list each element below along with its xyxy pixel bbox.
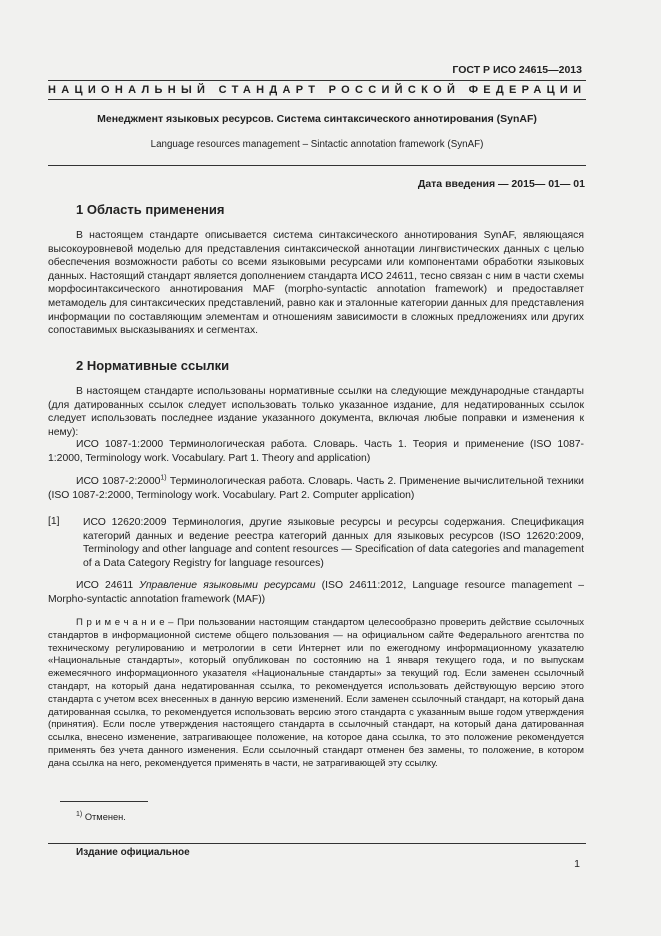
footnote-marker: 1): [160, 474, 167, 482]
note-label: П р и м е ч а н и е –: [76, 617, 174, 628]
section-2-intro: В настоящем стандарте использованы нормативные ссылки на следующие международные стандарты (для датированных ссылок следует использовать только указанное издание, для недатированных ссылок следует использовать последнее издание указанного документа, включая любые поправки и изменения к нему):: [48, 386, 584, 438]
footnote-text: Отменен.: [82, 812, 126, 822]
reference-iso-1087-1: ИСО 1087-1:2000 Терминологическая работа. Словарь. Часть 1. Теория и применение (ISO 1087-1:2000, Terminology work. Vocabulary. Part 1. Theory and application): [48, 439, 584, 464]
reference-iso-24611-text: (ISO 24611:2012, Language resource management – Morpho-syntactic annotation framework (MAF)): [48, 580, 584, 605]
banner-rule: [48, 99, 586, 100]
top-rule: [48, 80, 586, 81]
reference-iso-24611-title: Управление языковыми ресурсами: [139, 580, 316, 591]
reference-iso-1087-2-text: Терминологическая работа. Словарь. Часть 2. Применение вычислительной техники (ISO 1087-2:2000, Terminology work. Vocabulary. Part 2. Computer application): [48, 476, 584, 501]
note-text: При пользовании настоящим стандартом целесообразно проверить действие ссылочных стандартов в информационной системе общего пользования — на официальном сайте Федерального агентства по техническому регулированию и метрологии в сети Интернет или по ежегодному информационному указателю «Национальные стандарты», который опубликован по состоянию на 1 января текущего года, и по выпускам ежемесячного информационного указателя «Национальные стандарты» за текущий год. Если заменен ссылочный стандарт, на который дана недатированная ссылка, то рекомендуется использовать действующую версию этого стандарта с учетом всех внесенных в данную версию изменений. Если заменен ссылочный стандарт, на который дана датированная ссылка, то рекомендуется использовать версию этого стандарта с указанным выше годом утверждения (принятия). Если после утверждения настоящего стандарта в ссылочный стандарт, на который дана датированная ссылка, внесено изменение, затрагивающее положение, на которое дана ссылка, то это положение рекомендуется применять без учета данного изменения. Если ссылочный стандарт отменен без замены, то положение, в котором дана ссылка на него, рекомендуется применять в части, не затрагивающей эту ссылку.: [48, 617, 585, 769]
section-1-text: В настоящем стандарте описывается система синтаксического аннотирования SynAF, являющаяся высокоуровневой моделью для представления синтаксической аннотации лингвистических данных с целью обеспечения возможности работы со всеми языковыми ресурсами или компонентами обработки языковых данных. Настоящий стандарт является дополнением стандарта ИСО 24611, тесно связан с ним в части схемы морфосинтаксического аннотирования MAF (morpho-syntactic annotation framework) и предоставляет метамодель для синтаксических представлений, равно как и эталонные категории данных для представления информации по составляющим элементам и отношениям зависимости в сложных предложениях или других сопоставимых высказываниях и сегментах.: [48, 230, 584, 337]
note-paragraph: [48, 617, 584, 771]
title-rule: [48, 165, 586, 166]
introduction-date: Дата введения — 2015— 01— 01: [417, 178, 585, 190]
title-english: Language resources management – Sintactic annotation framework (SynAF): [150, 139, 484, 150]
standard-banner: НАЦИОНАЛЬНЫЙ СТАНДАРТ РОССИЙСКОЙ ФЕДЕРАЦИИ: [48, 84, 587, 96]
document-number: ГОСТ Р ИСО 24615—2013: [452, 64, 582, 76]
footnote-separator: [60, 801, 148, 802]
title-russian: Менеджмент языковых ресурсов. Система синтаксического аннотирования (SynAF): [97, 113, 537, 125]
section-1-heading: 1 Область применения: [76, 202, 225, 217]
reference-iso-1087-2: [48, 475, 584, 502]
footer-rule: [48, 843, 586, 844]
reference-number: [1]: [48, 516, 60, 527]
section-2-heading: 2 Нормативные ссылки: [76, 358, 230, 373]
reference-iso-12620: ИСО 12620:2009 Терминология, другие языковые ресурсы и ресурсы содержания. Спецификация категорий данных и ведение реестра категорий данных для языковых ресурсов (ISO 12620:2009, Terminology and other language and content resources — Specification of data categories and management of a Data Category Registry for language resources): [83, 517, 584, 569]
page-number: 1: [574, 858, 580, 870]
footnote: [76, 812, 126, 822]
footnote-mark: 1): [76, 810, 83, 818]
reference-iso-1087-2-code: ИСО 1087-2:2000: [76, 476, 161, 487]
edition-label: Издание официальное: [76, 847, 190, 858]
reference-iso-24611-code: ИСО 24611: [76, 580, 140, 591]
reference-iso-24611: [48, 579, 584, 606]
